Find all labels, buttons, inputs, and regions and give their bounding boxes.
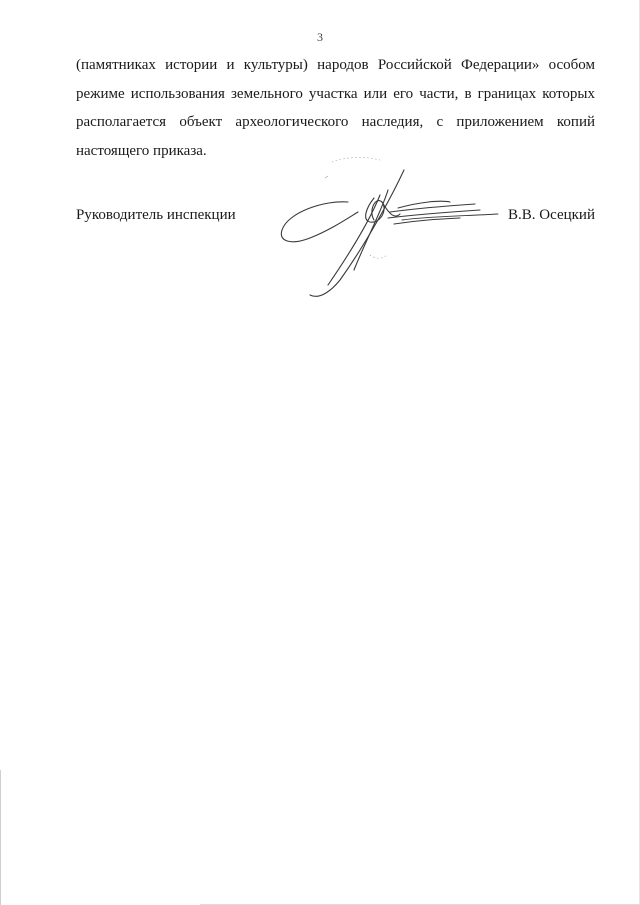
signer-title: Руководитель инспекции [76, 207, 236, 223]
scan-edge-left [0, 770, 1, 905]
signer-name: В.В. Осецкий [508, 207, 595, 223]
page-number: 3 [317, 30, 323, 44]
signature-block [76, 207, 595, 237]
body-paragraph: (памятниках истории и культуры) народов Российской Федерации» особом режиме использования земельного участка или его части, в границах которых располагается объект археологического наследия, с приложением копий настоящего приказа. [76, 57, 595, 159]
